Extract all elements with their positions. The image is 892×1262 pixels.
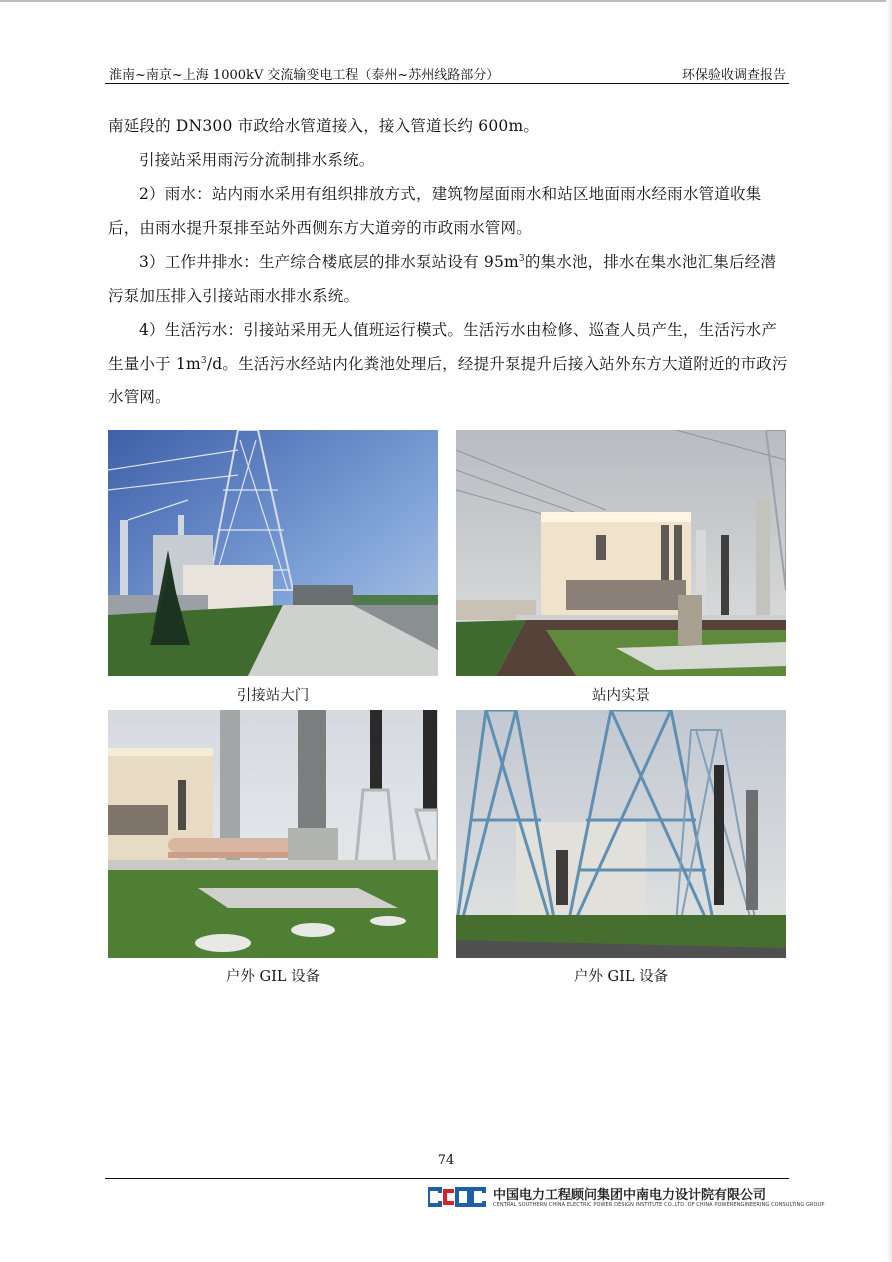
paragraph-water-supply: 南延段的 DN300 市政给水管道接入，接入管道长约 600m。 (108, 117, 540, 135)
sewage-text-b: /d。生活污水经站内化粪池处理后，经提升泵提升后接入站外东方大道附近的市政污水管网。 (108, 354, 788, 406)
figure-caption: 户外 GIL 设备 (573, 969, 669, 985)
shaft-drainage-text-a: 3）工作井排水：生产综合楼底层的排水泵站设有 95m (139, 253, 519, 271)
company-name: 中国电力工程顾问集团中南电力设计院有限公司 (493, 1188, 767, 1203)
superscript-3: 3 (200, 355, 207, 366)
company-logo-icon (428, 1186, 488, 1212)
header-report-type: 环保验收调查报告 (681, 68, 786, 83)
company-name-english: CENTRAL SOUTHERN CHINA ELECTRIC POWER DESIGN INSTITUTE CO.,LTD. OF CHINA POWERENGINEERING CONSULTING GROUP (493, 1202, 825, 1208)
figure-caption: 户外 GIL 设备 (225, 969, 321, 985)
footer-rule (105, 1178, 789, 1179)
page-edge-shadow (886, 0, 892, 1262)
figure-caption: 引接站大门 (236, 688, 310, 704)
photo-station-gate (108, 430, 438, 676)
paragraph-rainwater: 2）雨水：站内雨水采用有组织排放方式，建筑物屋面雨水和站区地面雨水经雨水管道收集后，由雨水提升泵排至站外西侧东方大道旁的市政雨水管网。 (108, 185, 762, 237)
superscript-3: 3 (518, 253, 525, 264)
paragraph-sewage (108, 314, 788, 415)
figure-caption: 站内实景 (592, 688, 650, 704)
paragraph-shaft-drainage (108, 246, 788, 313)
sewage-text-a: 4）生活污水：引接站采用无人值班运行模式。生活污水由检修、巡查人员产生，生活污水产生量小于 1m (108, 321, 778, 373)
shaft-drainage-text-b: 的集水池，排水在集水池汇集后经潜污泵加压排入引接站雨水排水系统。 (108, 253, 777, 305)
paragraph-drainage-system: 引接站采用雨污分流制排水系统。 (139, 151, 375, 169)
header-rule (105, 83, 789, 84)
photo-outdoor-gil-2 (456, 710, 786, 958)
header-title: 淮南~南京~上海 1000kV 交流输变电工程（泰州~苏州线路部分） (109, 68, 500, 83)
photo-outdoor-gil-1 (108, 710, 438, 958)
page-top-border (0, 0, 892, 2)
photo-station-view (456, 430, 786, 676)
page-number: 74 (437, 1153, 455, 1168)
